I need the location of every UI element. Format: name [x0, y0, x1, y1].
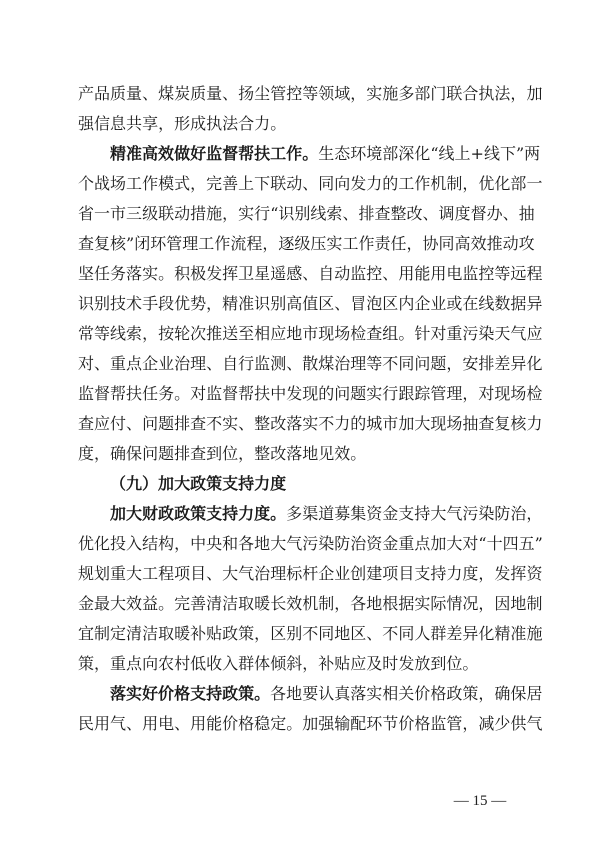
text-line: 省 一 市 三 级 联 动 措 施 ， 实 行 “ 识 别 线 索 、 排 查 整 改 、 调 度 督 办 、 抽 [78, 204, 535, 223]
text-line: 对 、 重 点 企 业 治 理 、 自 行 监 测 、 散 煤 治 理 等 不 同 问 题 ， 安 排 差 异 化 [78, 354, 543, 373]
text-line: 落 实 好 价 格 支 持 政 策 。 各 地 要 认 真 落 实 相 关 价 格 政 策 ， 确 保 居 [110, 684, 543, 703]
text-line: 金 最 大 效 益 。 完 善 清 洁 取 暖 长 效 机 制 ， 各 地 根 据 实 际 情 况 ， 因 地 制 [78, 594, 543, 613]
text-line: 优 化 投 入 结 构 ， 中 央 和 各 地 大 气 污 染 防 治 资 金 重 点 加 大 对 “ 十 四 五 ” [78, 534, 543, 553]
text-line: 强 信 息 共 享 ， 形 成 执 法 合 力 。 [78, 114, 287, 133]
text-line: 查 应 付 、 问 题 排 查 不 实 、 整 改 落 实 不 力 的 城 市 加 大 现 场 抽 查 复 核 力 [78, 414, 543, 433]
section-heading: （ 九 ） 加 大 政 策 支 持 力 度 [110, 474, 287, 493]
text-line: 坚 任 务 落 实 。 积 极 发 挥 卫 星 遥 感 、 自 动 监 控 、 用 能 用 电 监 控 等 远 程 [78, 264, 543, 283]
text-line: 规 划 重 大 工 程 项 目 、 大 气 治 理 标 杆 企 业 创 建 项 目 支 持 力 度 ， 发 挥 资 [78, 564, 543, 583]
text-line: 常 等 线 索 ， 按 轮 次 推 送 至 相 应 地 市 现 场 检 查 组 。 针 对 重 污 染 天 气 应 [78, 324, 543, 343]
text-line: 个 战 场 工 作 模 式 ， 完 善 上 下 联 动 、 同 向 发 力 的 工 作 机 制 ， 优 化 部 一 [78, 174, 543, 193]
text-line: 产 品 质 量 、 煤 炭 质 量 、 扬 尘 管 控 等 领 域 ， 实 施 多 部 门 联 合 执 法 ， 加 [78, 84, 543, 103]
text-line: 查 复 核 ” 闭 环 管 理 工 作 流 程 ， 逐 级 压 实 工 作 责 任 ， 协 同 高 效 推 动 攻 [78, 234, 535, 253]
text-line: 民 用 气 、 用 电 、 用 能 价 格 稳 定 。 加 强 输 配 环 节 价 格 监 管 ， 减 少 供 气 [78, 714, 543, 733]
document-body [78, 79, 543, 739]
text-line: 监 督 帮 扶 任 务 。 对 监 督 帮 扶 中 发 现 的 问 题 实 行 跟 踪 管 理 ， 对 现 场 检 [78, 384, 543, 403]
page-number: — 15 — [453, 793, 507, 809]
text-line: 加 大 财 政 政 策 支 持 力 度 。 多 渠 道 募 集 资 金 支 持 大 气 污 染 防 治 ， [110, 504, 543, 523]
text-line: 度 ， 确 保 问 题 排 查 到 位 ， 整 改 落 地 见 效 。 [78, 444, 367, 463]
text-line: 宜 制 定 清 洁 取 暖 补 贴 政 策 ， 区 别 不 同 地 区 、 不 同 人 群 差 异 化 精 准 施 [78, 624, 543, 643]
text-line: 策 ， 重 点 向 农 村 低 收 入 群 体 倾 斜 ， 补 贴 应 及 时 发 放 到 位 。 [78, 654, 479, 673]
text-line: 识 别 技 术 手 段 优 势 ， 精 准 识 别 高 值 区 、 冒 泡 区 内 企 业 或 在 线 数 据 异 [78, 294, 543, 313]
text-line: 精 准 高 效 做 好 监 督 帮 扶 工 作 。 生 态 环 境 部 深 化 “ 线 上 + 线 下 ” 两 [110, 144, 541, 163]
